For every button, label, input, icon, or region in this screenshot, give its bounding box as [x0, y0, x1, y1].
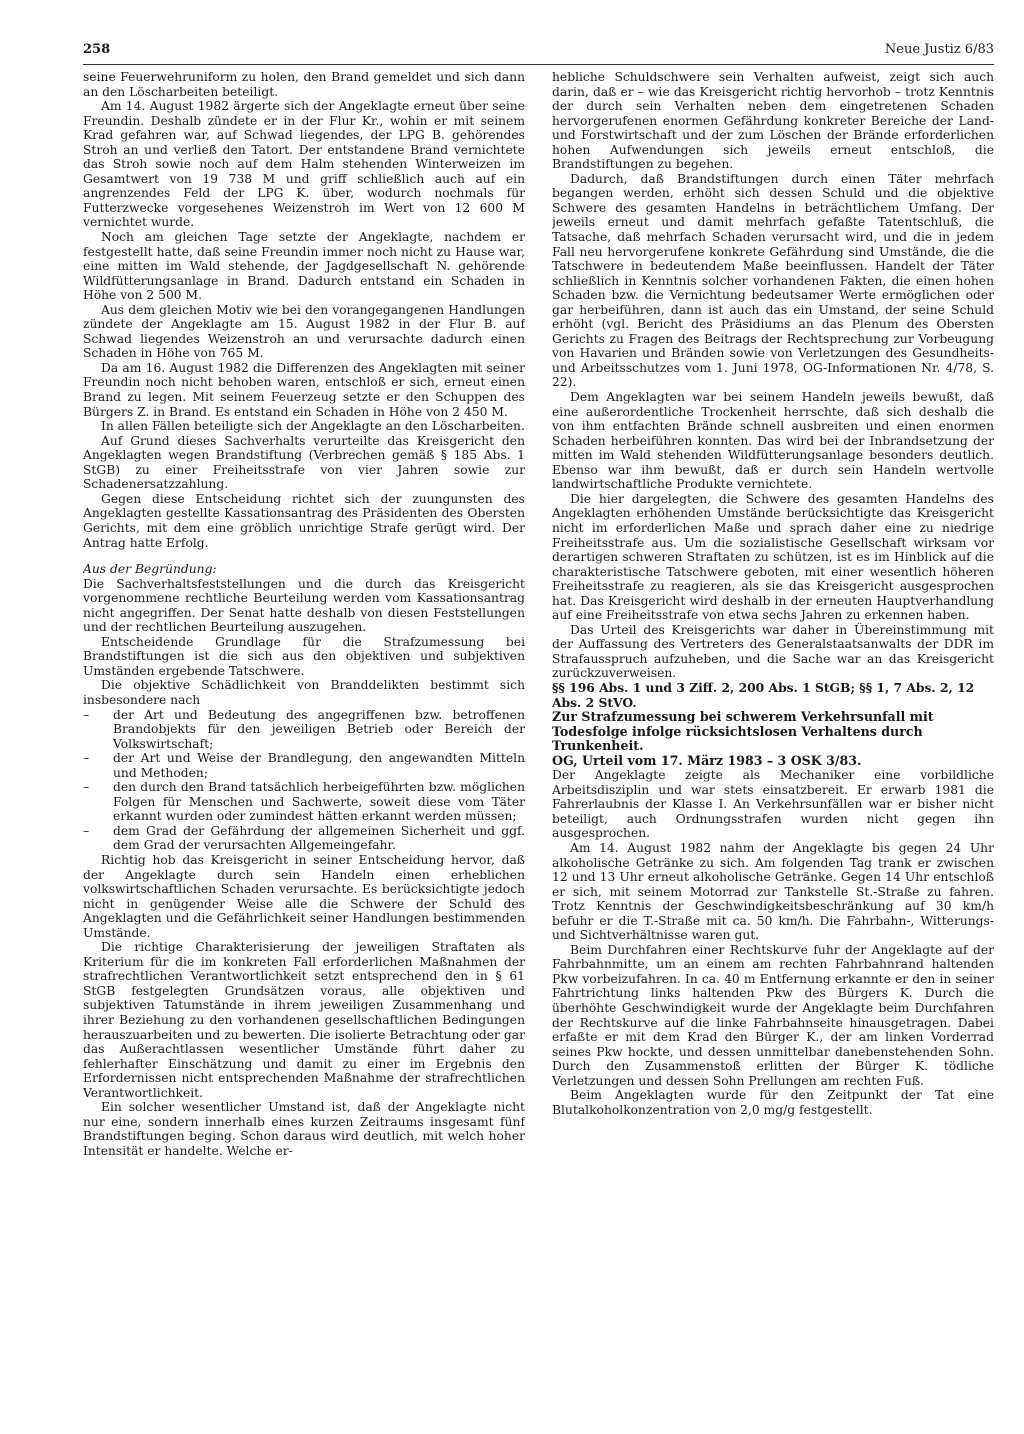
paragraph: hebliche Schuldschwere sein Verhalten aufweist, zeigt sich auch darin, daß er – wie das Kreisgericht richtig hervorhob – trotz Kenntnis der durch sein Verhalten neben dem eingetretenen Schaden hervorgerufenen enormen Gefährdung konkreter Bereiche der Land- und Forstwirtschaft und der zum Löschen der Brände erforderlichen hohen Aufwendungen sich jeweils erneut entschloß, die Brandstiftungen zu begehen.: [552, 70, 994, 172]
paragraph: Die hier dargelegten, die Schwere des gesamten Handelns des Angeklagten erhöhenden Umstände berücksichtigte das Kreisgericht nicht im erforderlichen Maße und sprach daher eine zu niedrige Freiheitsstrafe aus. Um die sozialistische Gesellschaft wirksam vor derartigen schweren Straftaten zu schützen, ist es im Hinblick auf die charakteristische Tatschwere geboten, mit einer wesentlich höheren Freiheitsstrafe zu reagieren, als sie das Kreisgericht ausgesprochen hat. Das Kreisgericht wird deshalb in der erneuten Hauptverhandlung auf eine Freiheitsstrafe von etwa sechs Jahren zu erkennen haben.: [552, 491, 994, 623]
case-headnote: Zur Strafzumessung bei schwerem Verkehrsunfall mit Todesfolge infolge rücksichtslosen Verhaltens durch Trunkenheit.: [552, 709, 934, 754]
paragraph: Auf Grund dieses Sachverhalts verurteilte das Kreisgericht den Angeklagten wegen Brandstiftung (Verbrechen gemäß § 185 Abs. 1 StGB) zu einer Freiheitsstrafe von vier Jahren sowie zur Schadenersatzzahlung.: [83, 433, 525, 492]
right-column: [552, 70, 994, 1410]
paragraph: Die richtige Charakterisierung der jeweiligen Straftaten als Kriterium für die im konkreten Fall erforderlichen Maßnahmen der strafrechtlichen Verantwortlichkeit setzt entsprechend den in § 61 StGB festgelegten Grundsätzen voraus, alle objektiven und subjektiven Tatumstände in ihrem jeweiligen Zusammenhang und ihrer Beziehung zu den vorhandenen gesellschaftlichen Bedingungen herauszuarbeiten und zu bewerten. Die isolierte Betrachtung oder gar das Außerachtlassen wesentlicher Umstände führt daher zu fehlerhafter Einschätzung und damit zu einer im Ergebnis den Erfordernissen nicht entsprechenden Maßnahme der strafrechtlichen Verantwortlichkeit.: [83, 940, 525, 1100]
list-dash: –: [83, 707, 90, 722]
paragraph: Das Urteil des Kreisgerichts war daher in Übereinstimmung mit der Auffassung des Vertreters des Generalstaatsanwalts der DDR im Strafausspruch aufzuheben, und die Sache war an das Kreisgericht zurückzuverweisen.: [552, 622, 994, 681]
list-dash: –: [83, 780, 90, 795]
paragraph: Richtig hob das Kreisgericht in seiner Entscheidung hervor, daß der Angeklagte durch sein Handeln einen erheblichen volkswirtschaftlichen Schaden verursachte. Es berücksichtigte jedoch nicht in genügender Weise alle die Schwere der Schuld des Angeklagten und die Gefährlichkeit seiner Handlungen bestimmenden Umstände.: [83, 852, 525, 940]
page-header: [83, 42, 994, 64]
paragraph: Aus dem gleichen Motiv wie bei den vorangegangenen Handlungen zündete der Angeklagte am 15. August 1982 in der Flur B. auf Schwad liegendes Weizenstroh an und verursachte dadurch einen Schaden in Höhe von 765 M.: [83, 302, 525, 361]
paragraph: Noch am gleichen Tage setzte der Angeklagte, nachdem er festgestellt hatte, daß seine Freundin immer noch nicht zu Hause war, eine mitten im Wald stehende, der Jagdgesellschaft N. gehörende Wildfütterungsanlage in Brand. Dadurch entstand ein Schaden in Höhe von 2 500 M.: [83, 230, 525, 303]
paragraph: Gegen diese Entscheidung richtet sich der zuungunsten des Angeklagten gestellte Kassationsantrag des Präsidenten des Obersten Gerichts, mit dem eine gröblich unrichtige Strafe gerügt wird. Der Antrag hatte Erfolg.: [83, 491, 525, 550]
list-item-text: der Art und Weise der Brandlegung, den angewandten Mitteln und Methoden;: [113, 751, 525, 780]
journal-title: Neue Justiz 6/83: [884, 42, 994, 57]
left-column: [83, 70, 525, 1410]
paragraph: Dem Angeklagten war bei seinem Handeln jeweils bewußt, daß eine außerordentliche Trockenheit herrschte, daß sich deshalb die von ihm entfachten Brände schnell ausbreiten und einen enormen Schaden herbeiführen konnten. Das wird bei der Inbrandsetzung der mitten im Wald stehenden Wildfütterungsanlage besonders deutlich. Ebenso war ihm bewußt, daß er durch sein Handeln wertvolle landwirtschaftliche Produkte vernichtete.: [552, 390, 994, 492]
paragraph: Beim Angeklagten wurde für den Zeitpunkt der Tat eine Blutalkoholkonzentration von 2,0 mg/g festgestellt.: [552, 1088, 994, 1117]
criteria-list: [83, 708, 525, 853]
list-item: [83, 751, 525, 780]
header-rule: [83, 64, 994, 65]
case-norms: §§ 196 Abs. 1 und 3 Ziff. 2, 200 Abs. 1 StGB; §§ 1, 7 Abs. 2, 12 Abs. 2 StVO.: [552, 679, 975, 710]
case-citation: OG, Urteil vom 17. März 1983 – 3 OSK 3/83.: [552, 752, 862, 768]
list-item-text: der Art und Bedeutung des angegriffenen bzw. betroffenen Brandobjekts für den jeweiligen Betrieb oder Bereich der Volkswirtschaft;: [113, 707, 525, 751]
paragraph: Beim Durchfahren einer Rechtskurve fuhr der Angeklagte auf der Fahrbahnmitte, um an einem am rechten Fahrbahnrand haltenden Pkw vorbeizufahren. In ca. 40 m Entfernung erkannte er den in seiner Fahrtrichtung links haltenden Pkw des Bürgers K. Durch die überhöhte Geschwindigkeit wurde der Angeklagte beim Durchfahren der Rechtskurve auf die linke Fahrbahnseite hinausgetragen. Dabei erfaßte er mit dem Krad den Bürger K., der am linken Vorderrad seines Pkw hockte, und dessen unmittelbar danebenstehenden Sohn. Durch den Zusammenstoß erlitten der Bürger K. tödliche Verletzungen und dessen Sohn Prellungen am rechten Fuß.: [552, 942, 994, 1088]
paragraph: Der Angeklagte zeigte als Mechaniker eine vorbildliche Arbeitsdisziplin und war stets einsatzbereit. Er erwarb 1981 die Fahrerlaubnis der Klasse I. An Verkehrsunfällen war er bisher nicht beteiligt, auch Ordnungsstrafen wurden nicht gegen ihn ausgesprochen.: [552, 768, 994, 841]
paragraph: Entscheidende Grundlage für die Strafzumessung bei Brandstiftungen ist die sich aus den objektiven und subjektiven Umständen ergebende Tatschwere.: [83, 634, 525, 678]
list-item-text: den durch den Brand tatsächlich herbeigeführten bzw. möglichen Folgen für Menschen und Sachwerte, soweit diese vom Täter erkannt wurden oder zumindest hätten erkannt werden müssen;: [113, 780, 525, 824]
section-heading: Aus der Begründung:: [83, 562, 217, 577]
paragraph: seine Feuerwehruniform zu holen, den Brand gemeldet und sich dann an den Löscharbeiten beteiligt.: [83, 70, 525, 99]
paragraph: Dadurch, daß Brandstiftungen durch einen Täter mehrfach begangen werden, erhöht sich dessen Schuld und die objektive Schwere des gesamten Handelns in beträchtlichem Umfang. Der jeweils erneut und damit mehrfach gefaßte Tatentschluß, die Tatsache, daß mehrfach Schaden verursacht wird, und die in jedem Fall neu hervorgerufene konkrete Gefährdung sind Umstände, die die Tatschwere in bedeutendem Maße beeinflussen. Handelt der Täter schließlich in Kenntnis solcher vorhandenen Fakten, die einen hohen Schaden bzw. die Vernichtung bedeutsamer Werte ermöglichen oder gar herbeiführen, dann ist auch das ein Umstand, der seine Schuld erhöht (vgl. Bericht des Präsidiums an das Plenum des Obersten Gerichts zu Fragen des Beitrags der Rechtsprechung zur Vorbeugung von Havarien und Bränden sowie von Verletzungen des Gesundheits- und Arbeitsschutzes vom 1. Juni 1978, OG-Informationen Nr. 4/78, S. 22).: [552, 171, 994, 390]
list-item: [83, 780, 525, 824]
list-item: [83, 824, 525, 853]
paragraph: Am 14. August 1982 nahm der Angeklagte bis gegen 24 Uhr alkoholische Getränke zu sich. Am folgenden Tag trank er zwischen 12 und 13 Uhr erneut alkoholische Getränke. Gegen 14 Uhr entschloß er sich, mit seinem Motorrad zur Tankstelle St.-Straße zu fahren. Trotz Kenntnis der Geschwindigkeitsbeschränkung auf 30 km/h befuhr er die T.-Straße mit ca. 50 km/h. Die Fahrbahn-, Witterungs- und Sichtverhältnisse waren gut.: [552, 840, 994, 943]
list-item: [83, 708, 525, 752]
paragraph: In allen Fällen beteiligte sich der Angeklagte an den Löscharbeiten.: [101, 419, 525, 434]
paragraph: Die objektive Schädlichkeit von Branddelikten bestimmt sich insbesondere nach: [83, 678, 525, 707]
list-dash: –: [83, 823, 90, 838]
list-item-text: dem Grad der Gefährdung der allgemeinen Sicherheit und ggf. dem Grad der verursachten Allgemeingefahr.: [113, 823, 525, 853]
paragraph: Die Sachverhaltsfeststellungen und die durch das Kreisgericht vorgenommene rechtliche Beurteilung werden vom Kassationsantrag nicht angegriffen. Der Senat hatte deshalb von diesen Feststellungen und der rechtlichen Beurteilung auszugehen.: [83, 576, 525, 635]
list-dash: –: [83, 751, 90, 766]
paragraph: Ein solcher wesentlicher Umstand ist, daß der Angeklagte nicht nur eine, sondern innerhalb eines kurzen Zeitraums insgesamt fünf Brandstiftungen beging. Schon daraus wird deutlich, mit welch hoher Intensität er handelte. Welche er-: [83, 1100, 525, 1158]
paragraph: Da am 16. August 1982 die Differenzen des Angeklagten mit seiner Freundin noch nicht behoben waren, entschloß er sich, erneut einen Brand zu legen. Mit seinem Feuerzeug setzte er den Schuppen des Bürgers Z. in Brand. Es entstand ein Schaden in Höhe von 2 450 M.: [83, 360, 525, 419]
paragraph: Am 14. August 1982 ärgerte sich der Angeklagte erneut über seine Freundin. Deshalb zündete er in der Flur Kr., wohin er mit seinem Krad gefahren war, auf Schwad liegendes, der LPG B. gehörendes Stroh an und verließ den Tatort. Der entstandene Brand vernichtete das Stroh sowie noch auf dem Halm stehenden Winterweizen im Gesamtwert von 19 738 M und griff schließlich auch auf ein angrenzendes Feld der LPG K. über, wodurch nochmals für Futterzwecke vorgesehenes Weizenstroh im Wert von 12 600 M vernichtet wurde.: [83, 99, 525, 230]
page-number: 258: [83, 42, 111, 57]
